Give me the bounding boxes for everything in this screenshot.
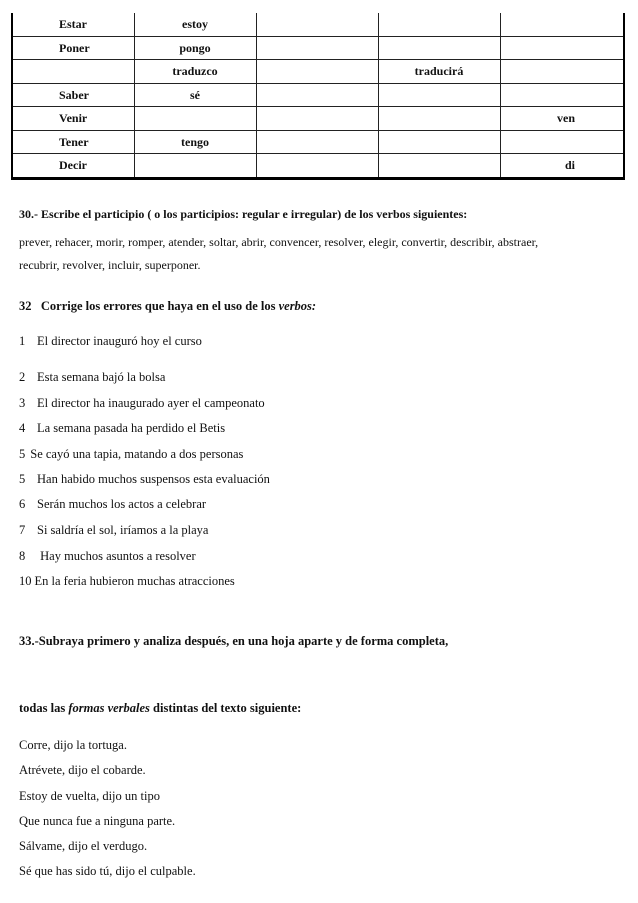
verb-form-cell [256,83,378,107]
sentence-number: 10 [19,574,32,588]
exercise-32-sentence [19,421,225,436]
exercise-33-title: 33.-Subraya primero y analiza después, en una hoja aparte y de forma completa, [19,634,449,648]
verb-table-row [12,36,624,60]
sentence-number: 4 [19,421,26,435]
sentence-text: Esta semana bajó la bolsa [37,370,166,384]
exercise-30-verbs-line2: recubrir, revolver, incluir, superponer. [19,258,201,272]
sentence-text: Hay muchos asuntos a resolver [37,549,196,563]
sentence-number: 5 [19,472,26,486]
verb-form-cell [134,107,256,131]
verb-form-cell: tengo [134,130,256,154]
verb-form-cell: di [500,154,624,179]
verb-form-cell [500,130,624,154]
exercise-33-subtitle-suffix: distintas del texto siguiente: [149,701,302,715]
verb-form-cell: ven [500,107,624,131]
verb-form-cell: traduzco [134,60,256,84]
exercise-30-title: 30.- Escribe el participio ( o los participios: regular e irregular) de los verbos siguientes: [19,207,468,221]
exercise-33-subtitle [19,701,301,716]
verb-infinitive-cell: Poner [12,36,134,60]
exercise-33-subtitle-emphasis: formas verbales [68,701,150,715]
verb-table-row [12,130,624,154]
poem-line: Corre, dijo la tortuga. [19,738,127,752]
verb-table-row [12,154,624,179]
sentence-text: Han habido muchos suspensos esta evaluación [37,472,270,486]
verb-form-cell [378,154,500,179]
poem-line: Estoy de vuelta, dijo un tipo [19,789,160,803]
exercise-32-sentence [19,447,243,462]
verb-form-cell [500,13,624,36]
verb-form-cell [500,60,624,84]
verb-form-cell: sé [134,83,256,107]
verb-form-cell [378,130,500,154]
exercise-32-title-emphasis: verbos: [278,299,317,313]
verb-table-row [12,83,624,107]
verb-infinitive-cell: Tener [12,130,134,154]
exercise-32-sentence [19,396,265,411]
verb-form-cell [256,130,378,154]
verb-infinitive-cell: Decir [12,154,134,179]
verb-infinitive-cell: Saber [12,83,134,107]
sentence-number: 1 [19,334,26,348]
verb-table-row [12,13,624,36]
verb-form-cell [256,13,378,36]
verb-form-cell: estoy [134,13,256,36]
sentence-text: Se cayó una tapia, matando a dos personas [30,447,244,461]
verb-table-row [12,60,624,84]
exercise-32-title-text: 32 Corrige los errores que haya en el uso de los [19,299,279,313]
verb-form-cell [500,83,624,107]
exercise-32-sentence [19,549,196,564]
verb-infinitive-cell: Venir [12,107,134,131]
verb-form-cell [256,60,378,84]
exercise-33-subtitle-prefix: todas las [19,701,69,715]
verb-form-cell [500,36,624,60]
verb-table-row [12,107,624,131]
verb-form-cell [378,107,500,131]
exercise-32-sentence [19,497,206,512]
verb-form-cell [134,154,256,179]
exercise-32-sentence [19,334,202,349]
verb-table-body [12,13,624,178]
verb-infinitive-cell: Estar [12,13,134,36]
exercise-30-verbs-line1: prever, rehacer, morir, romper, atender, soltar, abrir, convencer, resolver, elegir, convertir, describir, abstraer, [19,235,539,249]
verb-form-cell [378,13,500,36]
exercise-32-sentence [19,472,270,487]
sentence-number: 2 [19,370,26,384]
sentence-number: 7 [19,523,26,537]
verb-form-cell: pongo [134,36,256,60]
verb-form-cell [378,83,500,107]
poem-line: Que nunca fue a ninguna parte. [19,814,176,828]
exercise-32-title [19,299,316,314]
sentence-text: Si saldría el sol, iríamos a la playa [37,523,209,537]
exercise-32-sentence [19,523,208,538]
exercise-32-sentence [19,574,235,589]
verb-conjugation-table [11,13,625,180]
verb-form-cell: traducirá [378,60,500,84]
sentence-number: 3 [19,396,26,410]
sentence-number: 5 [19,447,26,461]
poem-line: Sé que has sido tú, dijo el culpable. [19,864,196,878]
sentence-text: El director inauguró hoy el curso [37,334,202,348]
sentence-text: En la feria hubieron muchas atracciones [34,574,235,588]
verb-form-cell [378,36,500,60]
sentence-text: La semana pasada ha perdido el Betis [37,421,226,435]
poem-line: Atrévete, dijo el cobarde. [19,763,146,777]
verb-form-cell [256,36,378,60]
verb-form-cell [256,107,378,131]
verb-form-cell [256,154,378,179]
sentence-number: 8 [19,549,26,563]
sentence-text: Serán muchos los actos a celebrar [37,497,207,511]
sentence-number: 6 [19,497,26,511]
exercise-32-sentence [19,370,165,385]
sentence-text: El director ha inaugurado ayer el campeonato [37,396,265,410]
verb-infinitive-cell [12,60,134,84]
poem-line: Sálvame, dijo el verdugo. [19,839,148,853]
